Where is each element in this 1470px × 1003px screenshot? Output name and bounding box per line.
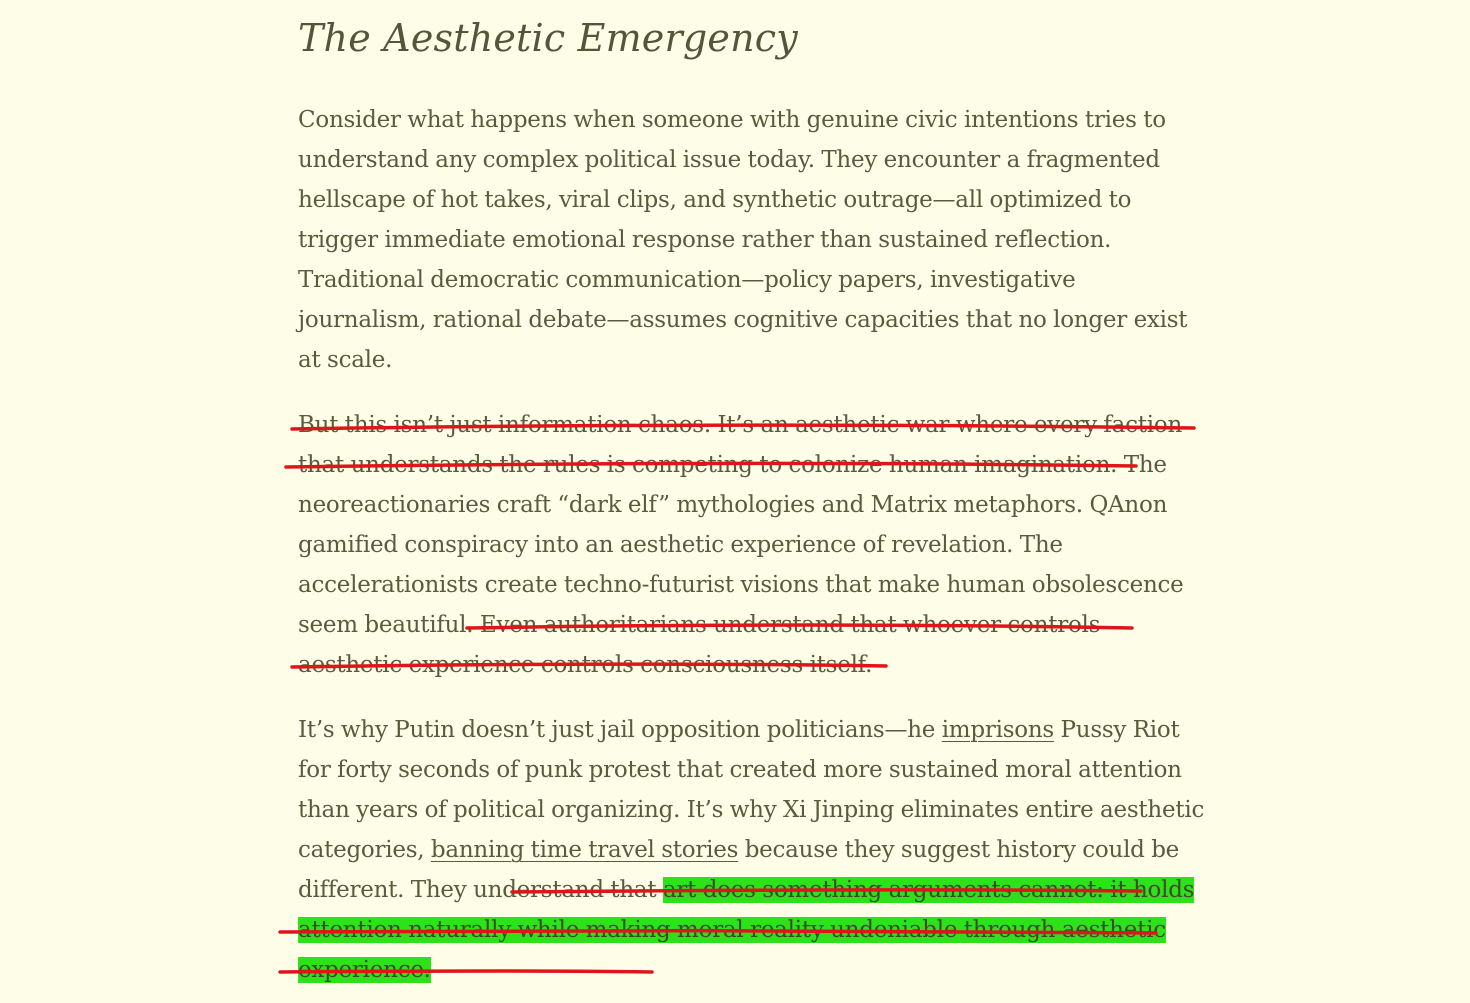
green-highlight: art does something arguments cannot: it holds attention naturally while making moral reality undeniable through aesthetic experience. [298, 877, 1195, 983]
paragraph-3-text-c: because they suggest history could be different. They understand that [298, 837, 1180, 903]
article-title: The Aesthetic Emergency [298, 16, 798, 60]
banning-time-travel-link[interactable]: banning time travel stories [430, 837, 739, 863]
paragraph-2-emphasis: Even authoritarians understand that whoever controls aesthetic experience controls consciousness itself. [298, 612, 1101, 678]
article [298, 0, 1208, 990]
paragraph-1: Consider what happens when someone with genuine civic intentions tries to understand any complex political issue today. They encounter a fragmented hellscape of hot takes, viral clips, and synthetic outrage—all optimized to trigger immediate emotional response rather than sustained reflection. Traditional democratic communication—policy papers, investigative journalism, rational debate—assumes cognitive capacities that no longer exist at scale. [298, 107, 1188, 373]
paragraph-3 [298, 710, 1208, 990]
imprisons-link[interactable]: imprisons [941, 717, 1054, 743]
paragraph-3-text-b: Pussy Riot for forty seconds of punk protest that created more sustained moral attention than years of political organizing. It’s why Xi Jinping eliminates entire aesthetic categories, [298, 717, 1205, 863]
paragraph-2-text: But this isn’t just information chaos. It’s an aesthetic war where every faction that understands the rules is competing to colonize human imagination. The neoreactionaries craft “dark elf” mythologies and Matrix metaphors. QAnon gamified conspiracy into an aesthetic experience of revelation. The accelerationists create techno-futurist visions that make human obsolescence seem beautiful. [298, 412, 1184, 638]
paragraph-2 [298, 405, 1208, 685]
paragraph-3-text-a: It’s why Putin doesn’t just jail opposition politicians—he [298, 717, 942, 743]
